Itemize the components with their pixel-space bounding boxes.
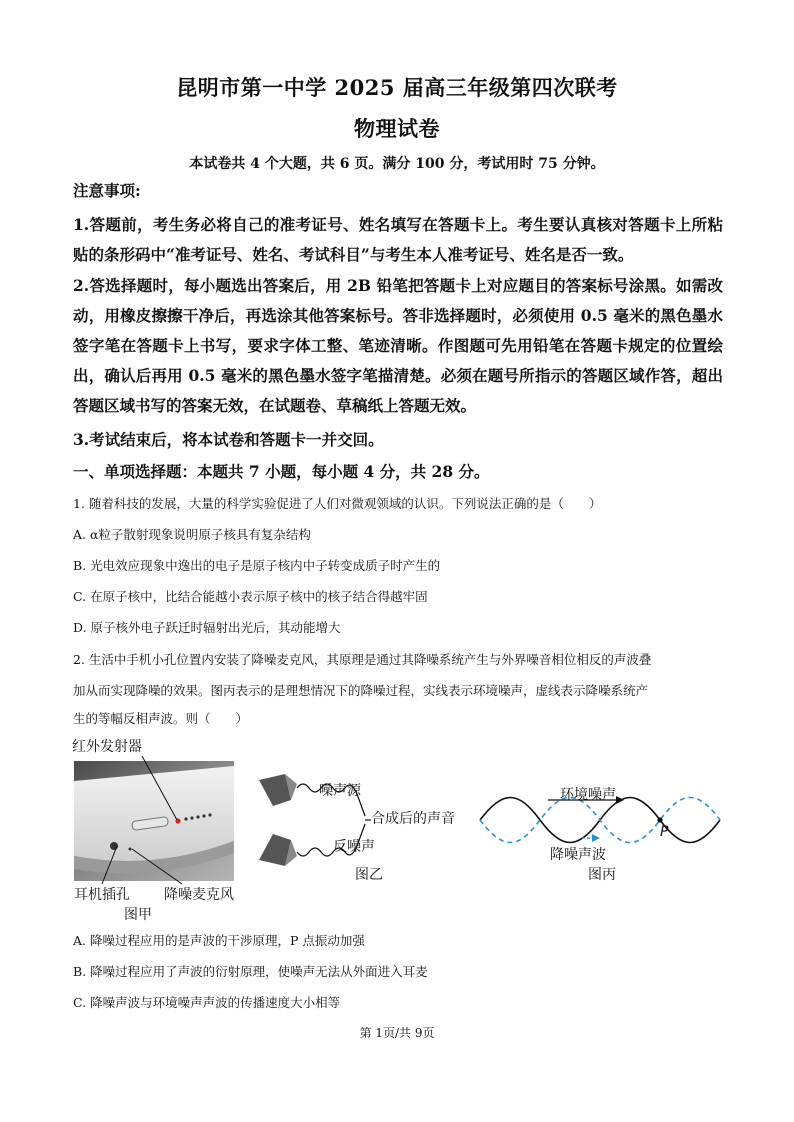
q2-stem-line1: 2. 生活中手机小孔位置内安装了降噪麦克风，其原理是通过其降噪系统产生与外界噪音相位相反的声波叠 (73, 652, 652, 667)
figure-a (72, 734, 242, 924)
fig-b-label-combined: 合成后的声音 (371, 811, 455, 827)
fig-b-caption: 图乙 (355, 867, 383, 883)
notice-item-2: 2.答选择题时，每小题选出答案后，用 2B 铅笔把答题卡上对应题目的答案标号涂黑。如需改动，用橡皮擦擦干净后，再选涂其他答案标号。答非选择题时，必须使用 0.5 毫米的黑色墨水签字笔在答题卡上书写，要求字体工整、笔迹清晰。作图题可先用铅笔在答题卡规定的位置绘出，确认后再用 0.5 毫米的黑色墨水签字笔描清楚。必须在题号所指示的答题区域作答，超出答题区域书写的答案无效，在试题卷、草稿纸上答题无效。 (73, 276, 723, 415)
q1-option-c: C. 在原子核中，比结合能越小表示原子核中的核子结合得越牢固 (73, 589, 428, 604)
q1-stem: 1. 随着科技的发展，大量的科学实验促进了人们对微观领域的认识。下列说法正确的是（ ） (73, 496, 602, 511)
q2-option-b: B. 降噪过程应用了声波的衍射原理，使噪声无法从外面进入耳麦 (73, 964, 428, 979)
figure-c (478, 780, 723, 890)
q1-option-b: B. 光电效应现象中逸出的电子是原子核内中子转变成质子时产生的 (73, 558, 441, 573)
fig-a-label-right: 降噪麦克风 (164, 887, 234, 903)
notice-item-3: 3.考试结束后，将本试卷和答题卡一并交回。 (73, 430, 384, 449)
fig-a-top-label: 红外发射器 (72, 739, 142, 755)
exam-subtitle: 物理试卷 (354, 116, 440, 141)
notice-item-1: 1.答题前，考生务必将自己的准考证号、姓名填写在答题卡上。考生要认真核对答题卡上所粘贴的条形码中“准考证号、姓名、考试科目”与考生本人准考证号、姓名是否一致。 (73, 215, 723, 264)
exam-title: 昆明市第一中学 2025 届高三年级第四次联考 (176, 75, 618, 100)
q1-option-a: A. α粒子散射现象说明原子核具有复杂结构 (73, 527, 311, 542)
fig-c-point-label: P (660, 824, 669, 840)
q1-option-d: D. 原子核外电子跃迁时辐射出光后，其动能增大 (73, 620, 341, 635)
fig-b-label-anti: 反噪声 (333, 839, 375, 855)
q2-stem-line2: 加从而实现降噪的效果。图丙表示的是理想情况下的降噪过程，实线表示环境噪声，虚线表示降噪系统产 (73, 683, 649, 698)
fig-c-caption: 图丙 (588, 867, 616, 883)
fig-a-label-left: 耳机插孔 (74, 887, 130, 903)
q2-stem-line3: 生的等幅反相声波。则（ ） (73, 711, 249, 726)
figure-b (255, 770, 475, 890)
fig-a-caption: 图甲 (124, 907, 152, 923)
page-footer: 第 1页/共 9页 (359, 1026, 435, 1040)
section-heading: 一、单项选择题：本题共 7 小题，每小题 4 分，共 28 分。 (73, 462, 490, 481)
fig-c-label-env: 环境噪声 (560, 787, 616, 803)
q2-option-a: A. 降噪过程应用的是声波的干涉原理，P 点振动加强 (73, 933, 365, 948)
fig-c-label-anti: 降噪声波 (550, 847, 606, 863)
q2-option-c: C. 降噪声波与环境噪声声波的传播速度大小相等 (73, 995, 341, 1010)
exam-info: 本试卷共 4 个大题，共 6 页。满分 100 分，考试用时 75 分钟。 (189, 156, 605, 172)
notice-heading: 注意事项: (73, 181, 141, 200)
fig-b-label-source: 噪声源 (319, 783, 361, 799)
